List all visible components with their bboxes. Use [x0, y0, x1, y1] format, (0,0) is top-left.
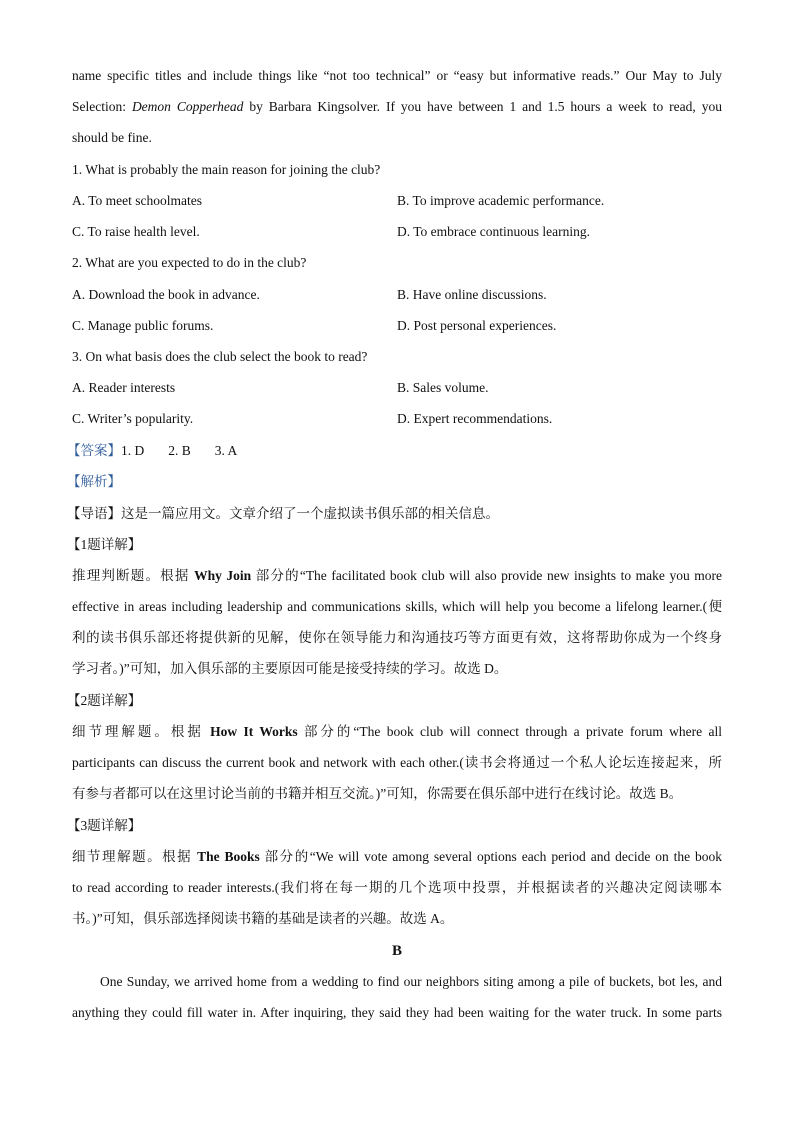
passage-line: Selection: Demon Copperhead by Barbara Kingsolver. If you have between 1 and 1.5 hours a week to read, you	[72, 99, 722, 114]
question-stem: 1. What is probably the main reason for joining the club?	[72, 162, 381, 177]
option-b: B. Have online discussions.	[397, 287, 547, 302]
option-d: D. Post personal experiences.	[397, 318, 557, 333]
question-stem: 3. On what basis does the club select the book to read?	[72, 349, 368, 364]
option-a: A. Reader interests	[72, 380, 176, 395]
detail-line: 细节理解题。根据 How It Works 部分的“The book club will connect through a private forum where all	[72, 724, 723, 739]
option-c: C. Manage public forums.	[72, 318, 214, 333]
detail-label: 【3题详解】	[67, 818, 142, 833]
section-reference: Why Join	[194, 568, 252, 583]
passage-line: One Sunday, we arrived home from a wedding to find our neighbors siting among a pile of buckets, bot les, and	[100, 974, 722, 989]
option-c: C. Writer’s popularity.	[72, 411, 194, 426]
passage-line: should be fine.	[72, 130, 152, 145]
detail-line: 细节理解题。根据 The Books 部分的“We will vote among several options each period and decide on the book	[72, 849, 722, 864]
option-d: D. Expert recommendations.	[397, 411, 553, 426]
detail-line: 学习者。)”可知，加入俱乐部的主要原因可能是接受持续的学习。故选 D。	[72, 661, 508, 676]
detail-line: 推理判断题。根据 Why Join 部分的“The facilitated book club will also provide new insights to make you more	[72, 568, 723, 583]
option-c: C. To raise health level.	[72, 224, 200, 239]
section-reference: The Books	[197, 849, 260, 864]
detail-label: 【2题详解】	[67, 693, 142, 708]
detail-line: participants can discuss the current book and network with each other.(读书会将通过一个私人论坛连接起来，所	[72, 755, 722, 770]
guide-label: 【导语】	[67, 506, 121, 521]
section-heading: B	[391, 943, 402, 959]
detail-line: to read according to reader interests.(我们将在每一期的几个选项中投票，并根据读者的兴趣决定阅读哪本	[72, 880, 722, 895]
guide-line: 【导语】这是一篇应用文。文章介绍了一个虚拟读书俱乐部的相关信息。	[67, 506, 499, 521]
answer-label: 【答案】	[67, 443, 121, 458]
detail-line: 利的读书俱乐部还将提供新的见解，使你在领导能力和沟通技巧等方面更有效，这将帮助你成为一个终身	[72, 630, 722, 645]
section-reference: How It Works	[210, 724, 298, 739]
detail-line: effective in areas including leadership and communications skills, which will help you become a lifelong learner.(便	[72, 599, 722, 614]
detail-label: 【1题详解】	[67, 537, 142, 552]
option-d: D. To embrace continuous learning.	[397, 224, 591, 239]
book-title: Demon Copperhead	[131, 99, 244, 114]
question-stem: 2. What are you expected to do in the club?	[72, 255, 307, 270]
option-b: B. Sales volume.	[397, 380, 489, 395]
analysis-label: 【解析】	[67, 474, 121, 489]
passage-line: name specific titles and include things like “not too technical” or “easy but informative reads.” Our May to July	[72, 68, 722, 83]
detail-line: 有参与者都可以在这里讨论当前的书籍并相互交流。)”可知，你需要在俱乐部中进行在线讨论。故选 B。	[72, 786, 683, 801]
detail-line: 书。)”可知，俱乐部选择阅读书籍的基础是读者的兴趣。故选 A。	[72, 911, 454, 926]
option-b: B. To improve academic performance.	[397, 193, 605, 208]
option-a: A. Download the book in advance.	[72, 287, 260, 302]
option-a: A. To meet schoolmates	[72, 193, 203, 208]
passage-line: anything they could fill water in. After inquiring, they said they had been waiting for the water truck. In some parts	[72, 1005, 722, 1020]
answer-line: 【答案】1. D 2. B 3. A	[67, 443, 238, 458]
